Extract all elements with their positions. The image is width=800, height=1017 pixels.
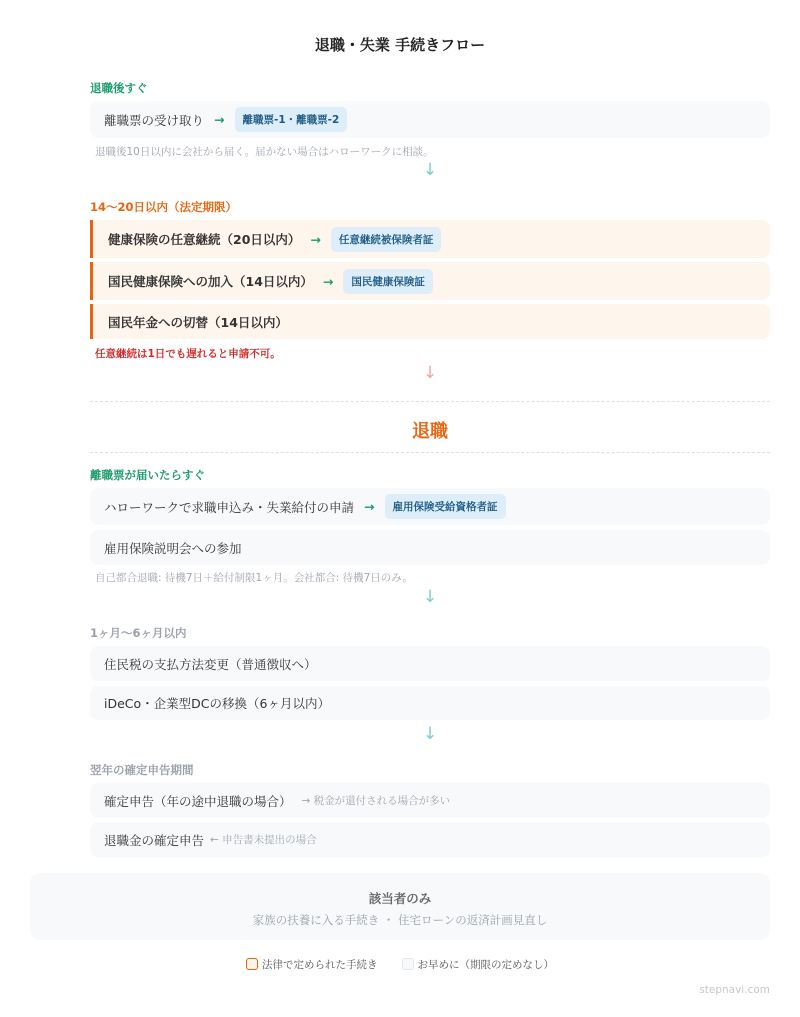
legal-step-card[interactable] (90, 262, 770, 300)
section-label-1-6-months: 1ヶ月〜6ヶ月以内 (90, 626, 187, 640)
step-text: 国民年金への切替（14日以内） (108, 314, 288, 330)
step-text: 確定申告（年の途中退職の場合） (104, 793, 292, 809)
step-card[interactable] (90, 783, 770, 818)
optional-box (30, 873, 770, 940)
arrow-right-icon: → (364, 499, 375, 514)
step-note: 退職後10日以内に会社から届く。届かない場合はハローワークに相談。 (95, 146, 434, 158)
arrow-down-icon: ↓ (422, 587, 438, 607)
step-text: 離職票の受け取り (104, 112, 205, 128)
step-text: 国民健康保険への加入（14日以内） (108, 274, 313, 289)
step-text: 雇用保険説明会への参加 (104, 540, 242, 556)
footer-site: stepnavi.com (699, 984, 770, 996)
arrow-right-icon: → (310, 231, 321, 247)
page-title: 退職・失業 手続きフロー (314, 36, 486, 54)
legal-step-card[interactable] (90, 220, 770, 258)
arrow-down-icon: ↓ (422, 724, 438, 744)
section-label-immediately: 退職後すぐ (90, 81, 148, 95)
step-card[interactable] (90, 646, 770, 681)
document-badge: 国民健康保険証 (343, 269, 433, 294)
step-text: 住民税の支払方法変更（普通徴収へ） (104, 656, 317, 672)
legal-step-card[interactable] (90, 304, 770, 339)
arrow-down-icon: ↓ (422, 160, 438, 180)
section-label-tax-return: 翌年の確定申告期間 (90, 763, 194, 777)
step-text: iDeCo・企業型DCの移換（6ヶ月以内） (104, 696, 330, 711)
divider (90, 401, 770, 402)
optional-title: 該当者のみ (368, 891, 432, 906)
step-hint: ← 申告書未提出の場合 (210, 834, 317, 846)
step-text: 健康保険の任意継続（20日以内） (108, 232, 301, 247)
document-badge: 任意継続被保険者証 (331, 227, 442, 252)
legal-swatch-icon (246, 958, 258, 970)
optional-text: 家族の扶養に入る手続き ・ 住宅ローンの返済計画見直し (252, 913, 548, 927)
early-swatch-icon (402, 958, 414, 970)
step-card[interactable] (90, 530, 770, 565)
legend-early (402, 957, 555, 972)
section-label-after-separation-notice: 離職票が届いたらすぐ (90, 468, 205, 482)
step-card[interactable] (90, 822, 770, 857)
arrow-right-icon: → (322, 273, 334, 289)
divider (90, 452, 770, 453)
warning-note: 任意継続は1日でも遅れると申請不可。 (95, 348, 281, 360)
milestone-retirement: 退職 (412, 421, 448, 442)
legend-early-label: お早めに（期限の定めなし） (417, 959, 554, 971)
legend-legal (246, 957, 378, 972)
arrow-down-icon: ↓ (422, 363, 438, 383)
step-note: 自己都合退職: 待機7日＋給付制限1ヶ月。会社都合: 待機7日のみ。 (95, 572, 413, 584)
legend (0, 957, 800, 972)
section-label-legal-deadline: 14〜20日以内（法定期限） (90, 200, 238, 214)
document-badge: 離職票-1・離職票-2 (235, 107, 348, 132)
step-card[interactable] (90, 101, 770, 138)
step-hint: → 税金が還付される場合が多い (301, 795, 451, 807)
legend-legal-label: 法律で定められた手続き (262, 959, 378, 971)
arrow-right-icon: → (214, 112, 225, 127)
step-text: ハローワークで求職申込み・失業給付の申請 (104, 499, 355, 515)
step-card[interactable] (90, 686, 770, 720)
step-card[interactable] (90, 488, 770, 525)
document-badge: 雇用保険受給資格者証 (385, 494, 506, 519)
step-text: 退職金の確定申告 (104, 832, 205, 848)
